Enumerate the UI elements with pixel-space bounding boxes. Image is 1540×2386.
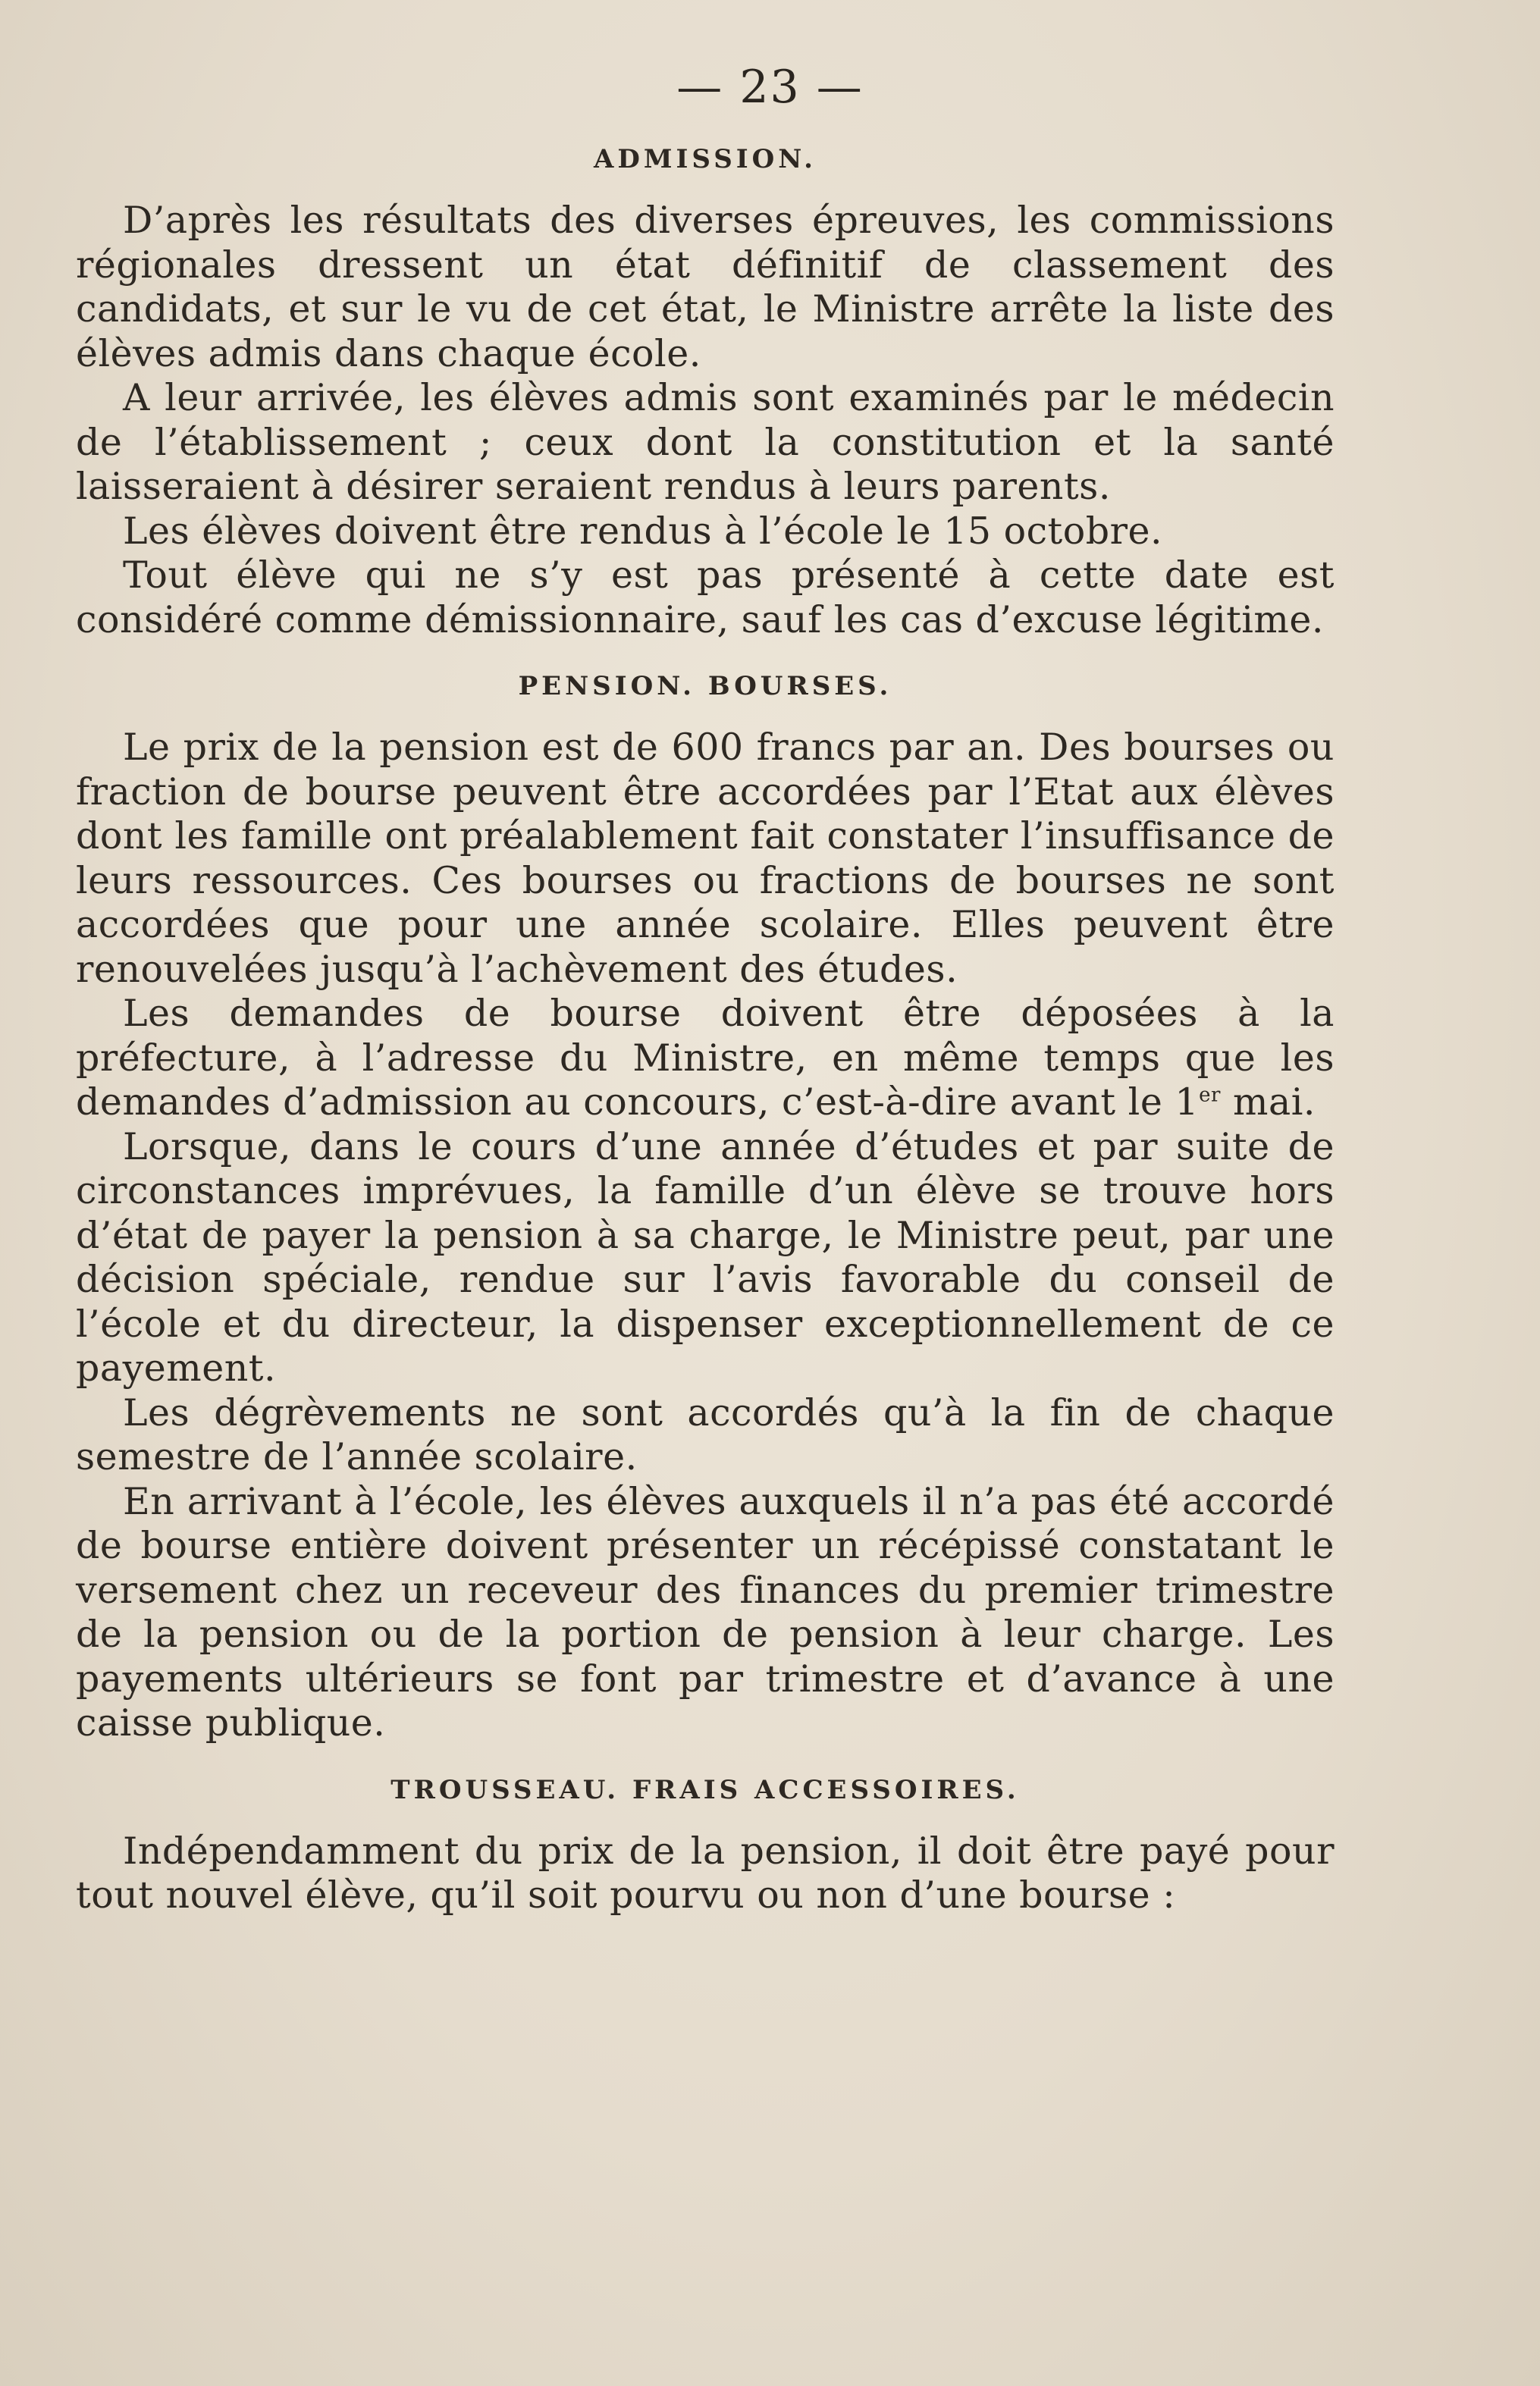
section-heading-admission: ADMISSION. <box>593 144 817 174</box>
paragraph: Tout élève qui ne s’y est pas présenté à cette date est considéré comme démissionnaire, sauf les cas d’excuse légitime. <box>76 553 1335 641</box>
paragraph: Lorsque, dans le cours d’une année d’études et par suite de circonstances imprévues, la famille d’un élève se trouve hors d’état de payer la pension à sa charge, le Ministre peut, par une décision spéciale, rendue sur l’avis favorable du conseil de l’école et du directeur, la dispenser exceptionnellement de ce payement. <box>76 1124 1335 1390</box>
section-heading-pension-bourses: PENSION. BOURSES. <box>518 671 892 701</box>
paragraph: Les élèves doivent être rendus à l’école le 15 octobre. <box>123 509 1163 553</box>
paragraph: Les dégrèvements ne sont accordés qu’à la fin de chaque semestre de l’année scolaire. <box>76 1391 1335 1478</box>
paragraph: Indépendamment du prix de la pension, il doit être payé pour tout nouvel élève, qu’il soit pourvu ou non d’une bourse : <box>76 1829 1335 1917</box>
paragraph-text: Les demandes de bourse doivent être déposées à la préfecture, à l’adresse du Ministre, en même temps que les demandes d’admission au concours, c’est-à-dire avant le <box>76 992 1335 1124</box>
paragraph: En arrivant à l’école, les élèves auxquels il n’a pas été accordé de bourse entière doivent présenter un récépissé constatant le versement chez un receveur des finances du premier trimestre de la pension ou de la portion de pension à leur charge. Les payements ultérieurs se font par trimestre et d’avance à une caisse publique. <box>76 1479 1335 1745</box>
section-heading-trousseau: TROUSSEAU. FRAIS ACCESSOIRES. <box>390 1774 1020 1805</box>
paragraph: D’après les résultats des diverses épreuves, les commissions régionales dressent un état définitif de classement des candidats, et sur le vu de cet état, le Ministre arrête la liste des élèves admis dans chaque école. <box>76 199 1335 375</box>
date-day: 1 <box>1175 1080 1200 1124</box>
paragraph-bourse-demandes <box>76 992 1335 1125</box>
page-body <box>76 144 1335 1918</box>
date-ordinal: er <box>1199 1083 1221 1107</box>
paragraph: A leur arrivée, les élèves admis sont examinés par le médecin de l’établissement ; ceux dont la constitution et la santé laisseraient à désirer seraient rendus à leurs parents. <box>76 376 1335 508</box>
date-month: mai. <box>1220 1080 1316 1124</box>
paragraph: Le prix de la pension est de 600 francs par an. Des bourses ou fraction de bourse peuvent être accordées par l’Etat aux élèves dont les famille ont préalablement fait constater l’insuffisance de leurs ressources. Ces bourses ou fractions de bourses ne sont accordées que pour une année scolaire. Elles peuvent être renouvelées jusqu’à l’achèvement des études. <box>76 726 1335 991</box>
page-number: — 23 — <box>676 61 864 114</box>
